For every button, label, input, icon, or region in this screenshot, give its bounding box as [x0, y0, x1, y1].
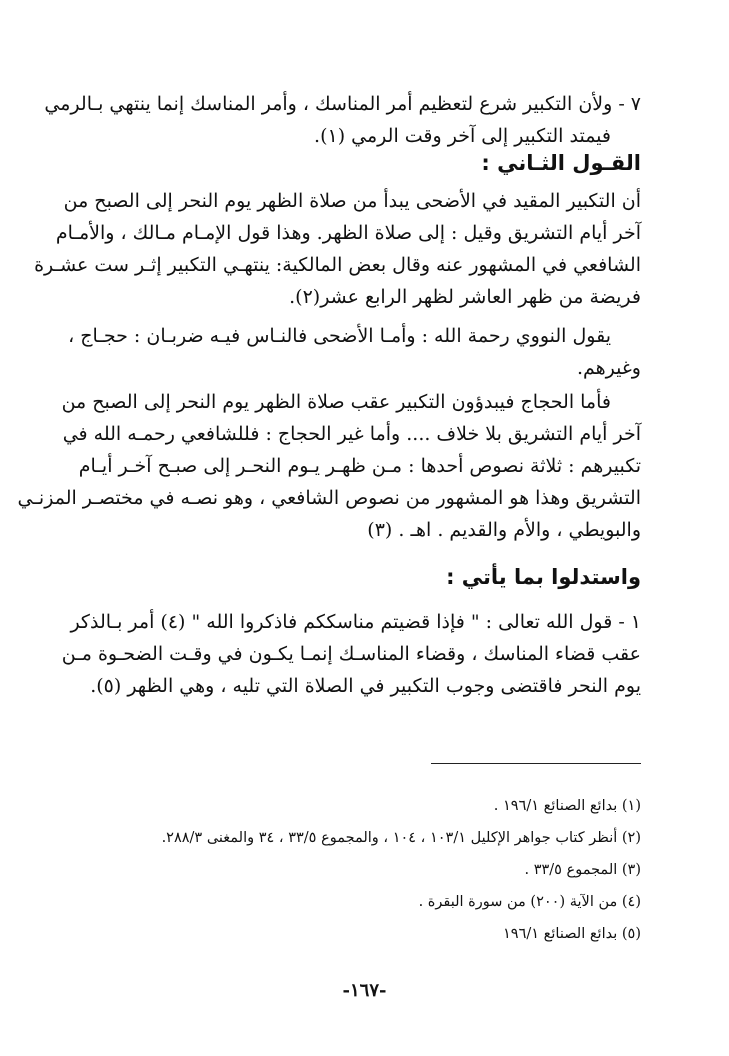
text-line: أن التكبير المقيد في الأضحى يبدأ من صلاة الظهر يوم النحر إلى الصبح من: [63, 190, 641, 212]
section-heading-second-opinion: القـول الثـاني :: [481, 151, 641, 175]
text-line: الشافعي في المشهور عنه وقال بعض المالكية: ينتهـي التكبير إثـر ست عشـرة: [34, 254, 641, 276]
text-line: وغيرهم.: [576, 357, 641, 379]
text-line: ٧ - ولأن التكبير شرع لتعظيم أمر المناسك ، وأمر المناسك إنما ينتهي بـالرمي: [44, 93, 641, 115]
footnote-divider: [431, 763, 641, 764]
page-number: -١٦٧-: [342, 980, 387, 1001]
text-line: والبويطي ، والأم والقديم . اهـ . (٣): [367, 519, 641, 541]
text-line: آخر أيام التشريق بلا خلاف .... وأما غير الحجاج : فللشافعي رحمـه الله في: [62, 423, 641, 445]
text-line: فريضة من ظهر العاشر لظهر الرابع عشر(٢).: [289, 286, 641, 308]
text-line: آخر أيام التشريق وقيل : إلى صلاة الظهر. وهذا قول الإمـام مـالك ، والأمـام: [55, 222, 641, 244]
section-heading-evidence: واستدلوا بما يأتي :: [446, 565, 641, 589]
paragraph-nawawi-quote: [68, 320, 641, 384]
text-line: التشريق وهذا هو المشهور من نصوص الشافعي ، وهو نصـه في مختصـر المزنـي: [17, 487, 641, 509]
paragraph-pilgrims: [17, 386, 641, 546]
text-line: تكبيرهم : ثلاثة نصوص أحدها : مـن ظهـر يـوم النحـر إلى صبـح آخـر أيـام: [78, 455, 641, 477]
text-line: ١ - قول الله تعالى : " فإذا قضيتم مناسككم فاذكروا الله " (٤) أمر بـالذكر: [70, 611, 641, 633]
footnotes: [90, 790, 641, 950]
text-line: عقب قضاء المناسك ، وقضاء المناسـك إنمـا يكـون في وقـت الضحـوة مـن: [61, 643, 641, 665]
text-line: فيمتد التكبير إلى آخر وقت الرمي (١).: [314, 125, 611, 147]
footnote-4: (٤) من الآية (٢٠٠) من سورة البقرة .: [418, 894, 641, 910]
text-line: يوم النحر فاقتضى وجوب التكبير في الصلاة التي تليه ، وهي الظهر (٥).: [90, 675, 641, 697]
footnote-1: (١) بدائع الصنائع ١٩٦/١ .: [493, 798, 641, 814]
footnote-5: (٥) بدائع الصنائع ١٩٦/١: [503, 926, 641, 942]
footnote-3: (٣) المجموع ٣٣/٥ .: [524, 862, 641, 878]
footnote-2: (٢) أنظر كتاب جواهر الإكليل ١٠٣/١ ، ١٠٤ ، والمجموع ٣٣/٥ ، ٣٤ والمغنى ٢٨٨/٣.: [161, 830, 641, 846]
paragraph-point-7: [44, 88, 641, 152]
text-line: يقول النووي رحمة الله : وأمـا الأضحى فالنـاس فيـه ضربـان : حجـاج ،: [68, 325, 611, 347]
paragraph-evidence-1: [61, 606, 641, 702]
text-line: فأما الحجاج فيبدؤون التكبير عقب صلاة الظهر يوم النحر إلى الصبح من: [61, 391, 611, 413]
paragraph-second-opinion: [34, 185, 641, 313]
